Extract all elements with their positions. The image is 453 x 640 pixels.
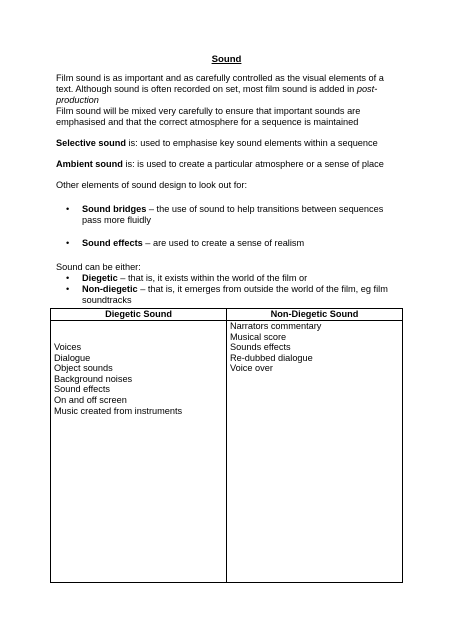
list-item-text: – that is, it emerges from outside the world of the film, eg film soundtracks [82,284,388,305]
table-cell-item: Sounds effects [230,342,291,353]
list-item-text: – the use of sound to help transitions between sequences pass more fluidly [82,204,384,225]
ambient-sound-paragraph [56,159,398,170]
table-cell-item: Re-dubbed dialogue [230,352,313,363]
table-header-non-diegetic: Non-Diegetic Sound [227,309,403,321]
bullet-icon: • [66,238,70,248]
non-diegetic-cell [227,321,403,583]
sound-types-list [56,273,398,306]
table-cell-item: Background noises [54,373,133,384]
table-cell-item: Voices [54,342,82,352]
bullet-icon: • [66,273,70,283]
ambient-sound-term: Ambient sound [56,159,123,169]
table-cell-item: Voice over [230,363,273,374]
table-cell-item: Object sounds [54,363,113,374]
list-item [56,273,398,284]
list-item [56,284,398,306]
sound-types-heading: Sound can be either: [56,262,141,272]
other-elements-heading: Other elements of sound design to look out for: [56,180,248,190]
sound-types-table [50,308,403,583]
selective-sound-term: Selective sound [56,138,126,148]
intro-italic-term: post-production [56,84,378,105]
ambient-sound-text: is: is used to create a particular atmosphere or a sense of place [122,159,384,169]
list-item-term: Non-diegetic [82,284,138,294]
document-body [56,73,398,306]
selective-sound-paragraph [56,138,398,149]
list-item [56,238,398,249]
table-cell-item: Music created from instruments [54,405,183,416]
table-cell-item: Sound effects [54,384,111,395]
bullet-icon: • [66,284,70,294]
list-item [56,204,398,226]
table-cell-item: Narrators commentary [230,321,322,331]
table-header-diegetic: Diegetic Sound [51,309,227,321]
list-item-text: – are used to create a sense of realism [142,238,305,248]
table-cell-item: On and off screen [54,394,127,405]
list-item-term: Sound effects [82,238,143,248]
intro-text-1: Film sound is as important and as carefully controlled as the visual elements of a text. Although sound is often recorded on set, most film sound is added in [56,73,384,94]
diegetic-cell [51,321,227,583]
cell-spacer [54,321,223,342]
intro-paragraph-1 [56,73,398,106]
table-row [51,321,403,583]
list-item-term: Diegetic [82,273,118,283]
page-title: Sound [211,54,242,65]
table-cell-item: Musical score [230,331,287,342]
selective-sound-text: is: used to emphasise key sound elements within a sequence [125,138,378,148]
sound-elements-list [56,204,398,249]
table-header-row [51,309,403,321]
intro-paragraph-2: Film sound will be mixed very carefully to ensure that important sounds are emphasised and that the correct atmosphere for a sequence is maintained [56,106,361,127]
list-item-text: – that is, it exists within the world of the film or [117,273,308,283]
table-cell-item: Dialogue [54,352,91,363]
list-item-term: Sound bridges [82,204,147,214]
bullet-icon: • [66,204,70,214]
